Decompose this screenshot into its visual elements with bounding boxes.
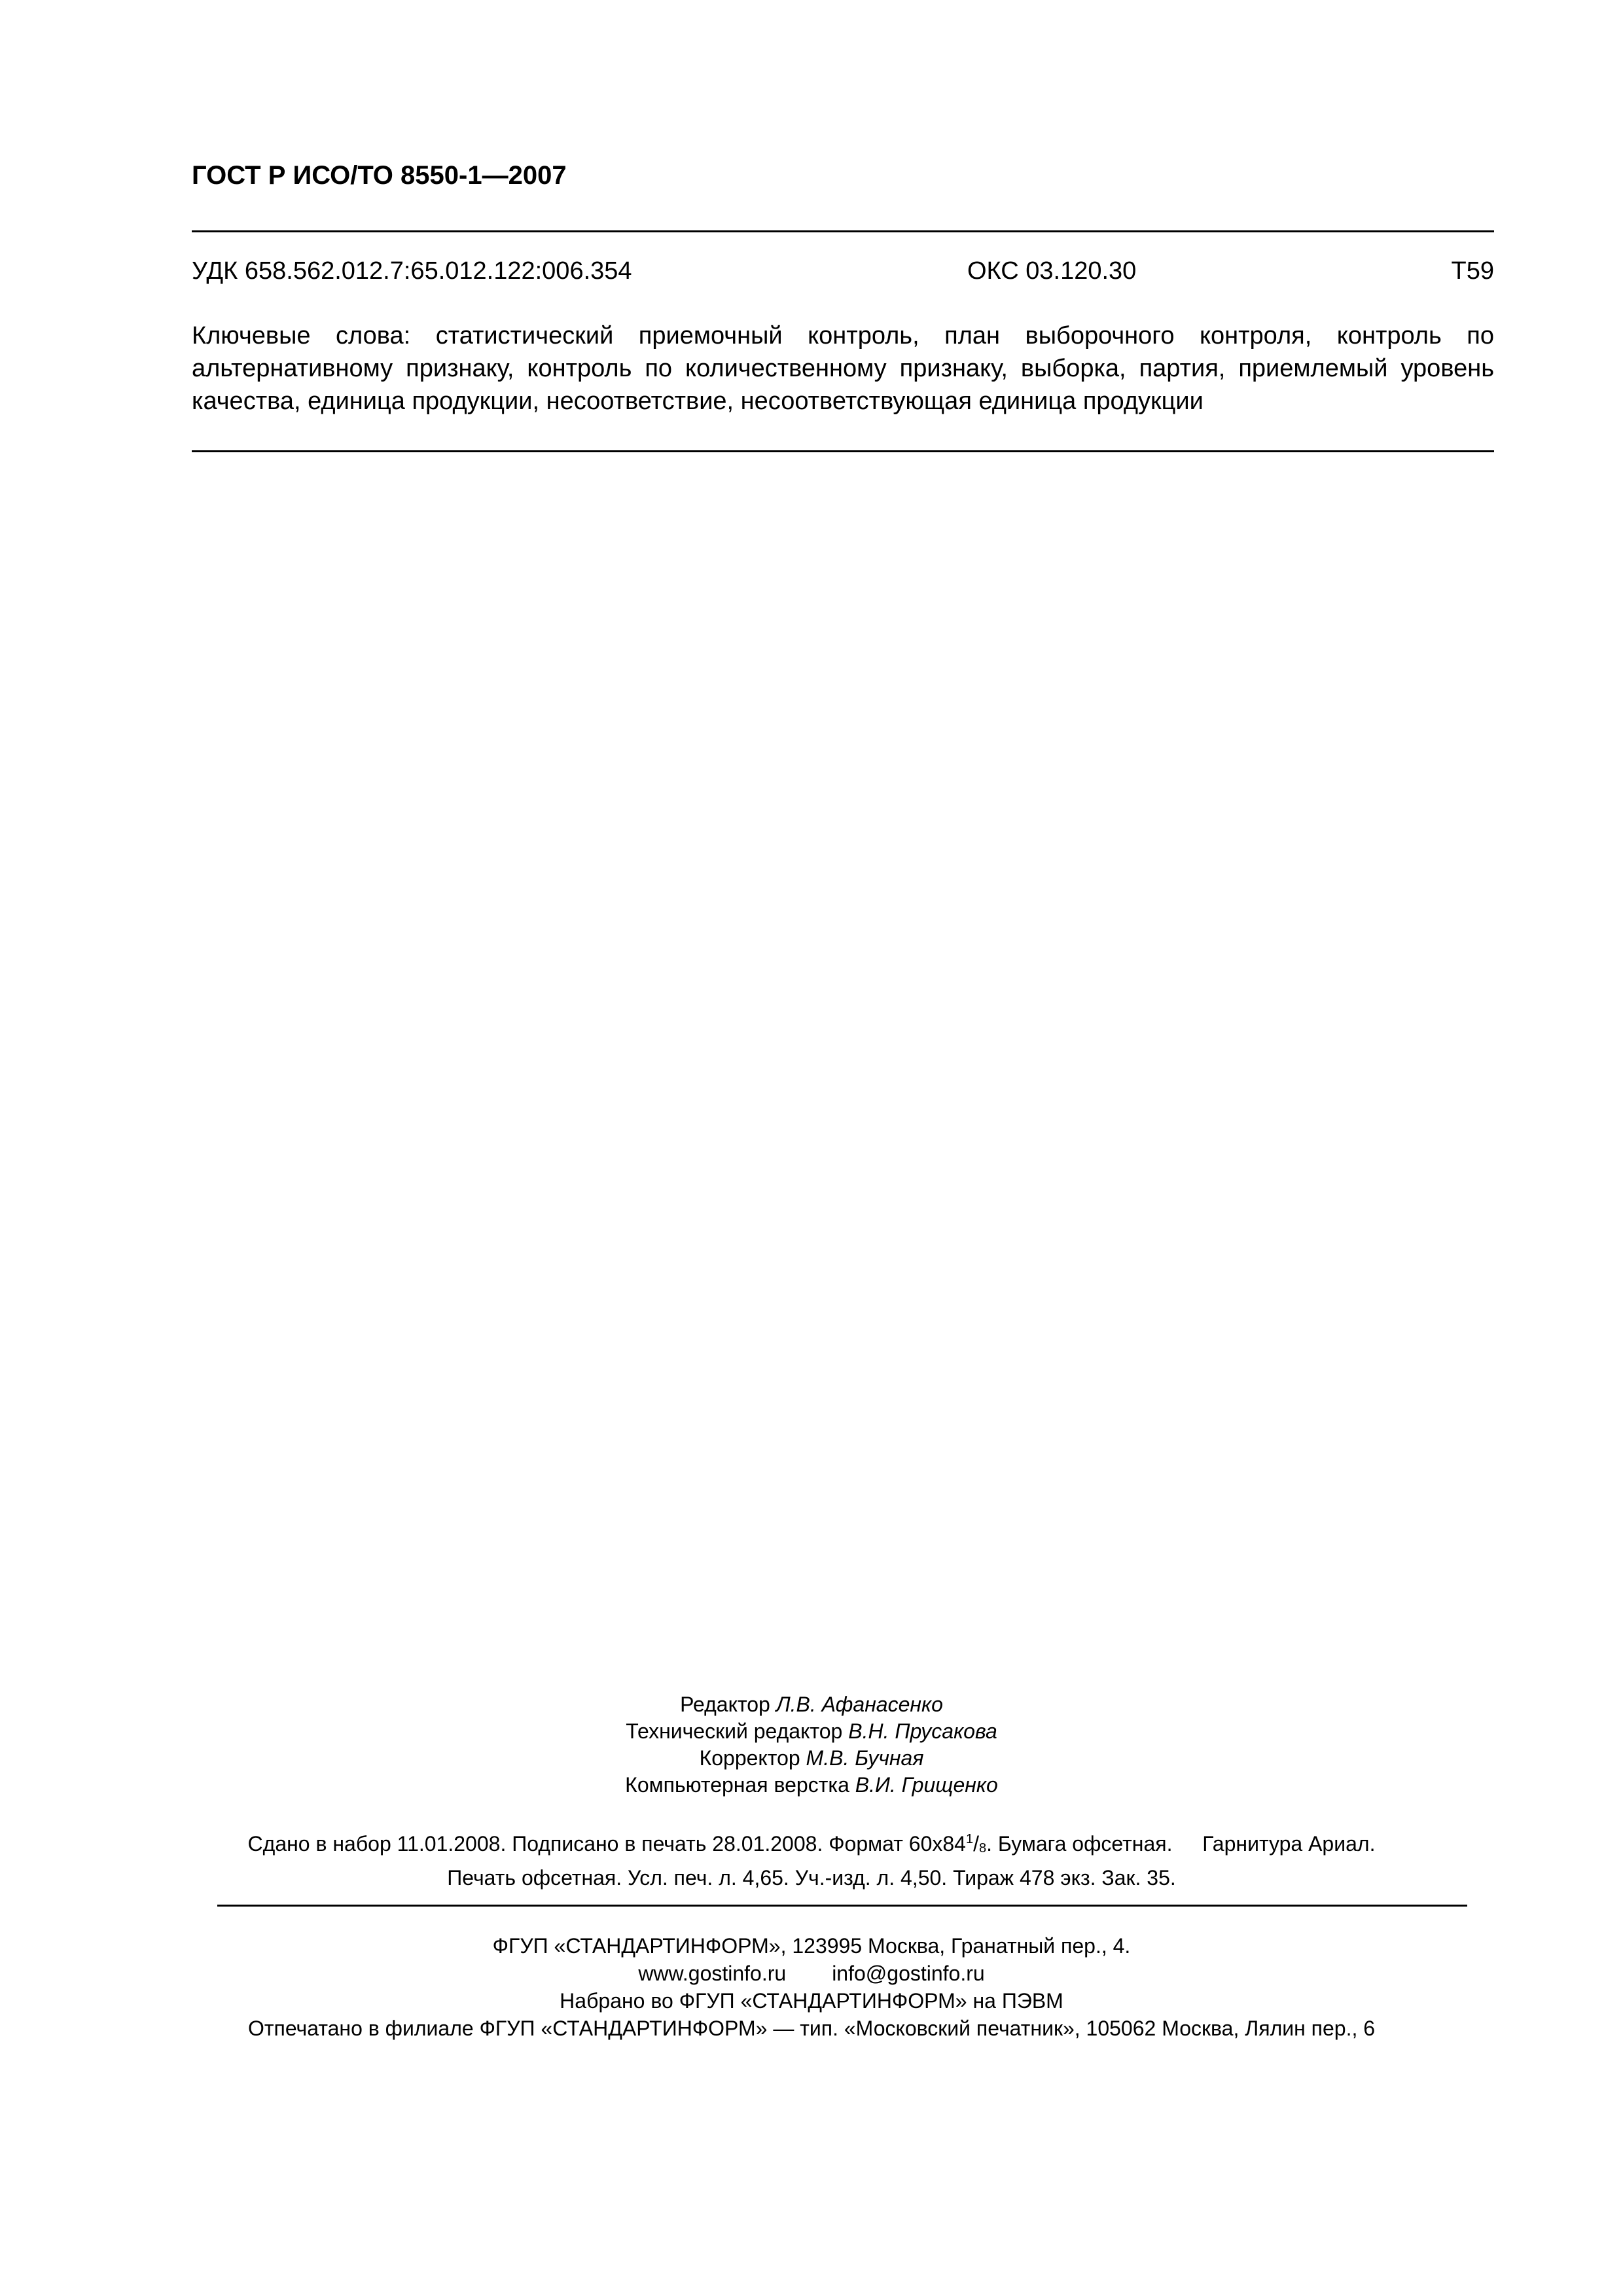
print-copies: Тираж 478 экз. [953,1866,1096,1890]
publisher-email: info@gostinfo.ru [832,1962,985,1985]
print-order: Зак. 35. [1101,1866,1176,1890]
print-info-line-2 [0,1863,1623,1893]
print-paper: Бумага офсетная. [997,1832,1173,1856]
credit-name: М.В. Бучная [806,1746,924,1770]
publisher-contacts [0,1960,1623,1987]
publisher-block [0,1932,1623,2042]
print-edition-sheets: Уч.-изд. л. 4,50. [794,1866,948,1890]
divider-top [192,230,1494,232]
credit-editor [0,1691,1623,1718]
category-code: Т59 [1451,257,1494,285]
publisher-printed: Отпечатано в филиале ФГУП «СТАНДАРТИНФОРМ» — тип. «Московский печатник», 105062 Москва, Лялин пер., 6 [247,2017,1376,2040]
udk-code: УДК 658.562.012.7:65.012.122:006.354 [192,257,632,285]
credit-role: Редактор [680,1693,770,1716]
print-sheets: Усл. печ. л. 4,65. [628,1866,789,1890]
print-printing: Печать офсетная. [447,1866,622,1890]
divider-keywords [192,450,1494,452]
divider-bottom [217,1905,1467,1907]
print-sent: Сдано в набор 11.01.2008. [247,1832,507,1856]
credit-proofreader [0,1745,1623,1772]
document-code: ГОСТ Р ИСО/ТО 8550-1—2007 [192,161,567,190]
credit-role: Технический редактор [626,1719,843,1743]
print-info-block [0,1825,1623,1893]
print-format: Формат $60х84^1/_8$. [829,1832,992,1856]
print-font: Гарнитура Ариал. [1202,1832,1376,1856]
publisher-website: www.gostinfo.ru [638,1962,787,1985]
credit-tech-editor [0,1718,1623,1745]
oks-code: ОКС 03.120.30 [967,257,1137,285]
credit-role: Компьютерная верстка [625,1773,849,1797]
publisher-typeset: Набрано во ФГУП «СТАНДАРТИНФОРМ» на ПЭВМ [560,1989,1063,2013]
print-info-line-1 [0,1825,1623,1863]
publisher-name: ФГУП «СТАНДАРТИНФОРМ», 123995 Москва, Гранатный пер., 4. [492,1934,1131,1958]
credit-name: В.Н. Прусакова [848,1719,997,1743]
credit-name: В.И. Грищенко [855,1773,998,1797]
credit-name: Л.В. Афанасенко [776,1693,943,1716]
credits-block [0,1691,1623,1799]
print-signed: Подписано в печать 28.01.2008. [512,1832,823,1856]
keywords-paragraph: Ключевые слова: статистический приемочный контроль, план выборочного контроля, контроль по альтернативному признаку, контроль по количественному признаку, выборка, партия, приемлемый уровень качества, единица продукции, несоответствие, несоответствующая единица продукции [192,322,1494,415]
credit-layout [0,1772,1623,1799]
credit-role: Корректор [699,1746,800,1770]
